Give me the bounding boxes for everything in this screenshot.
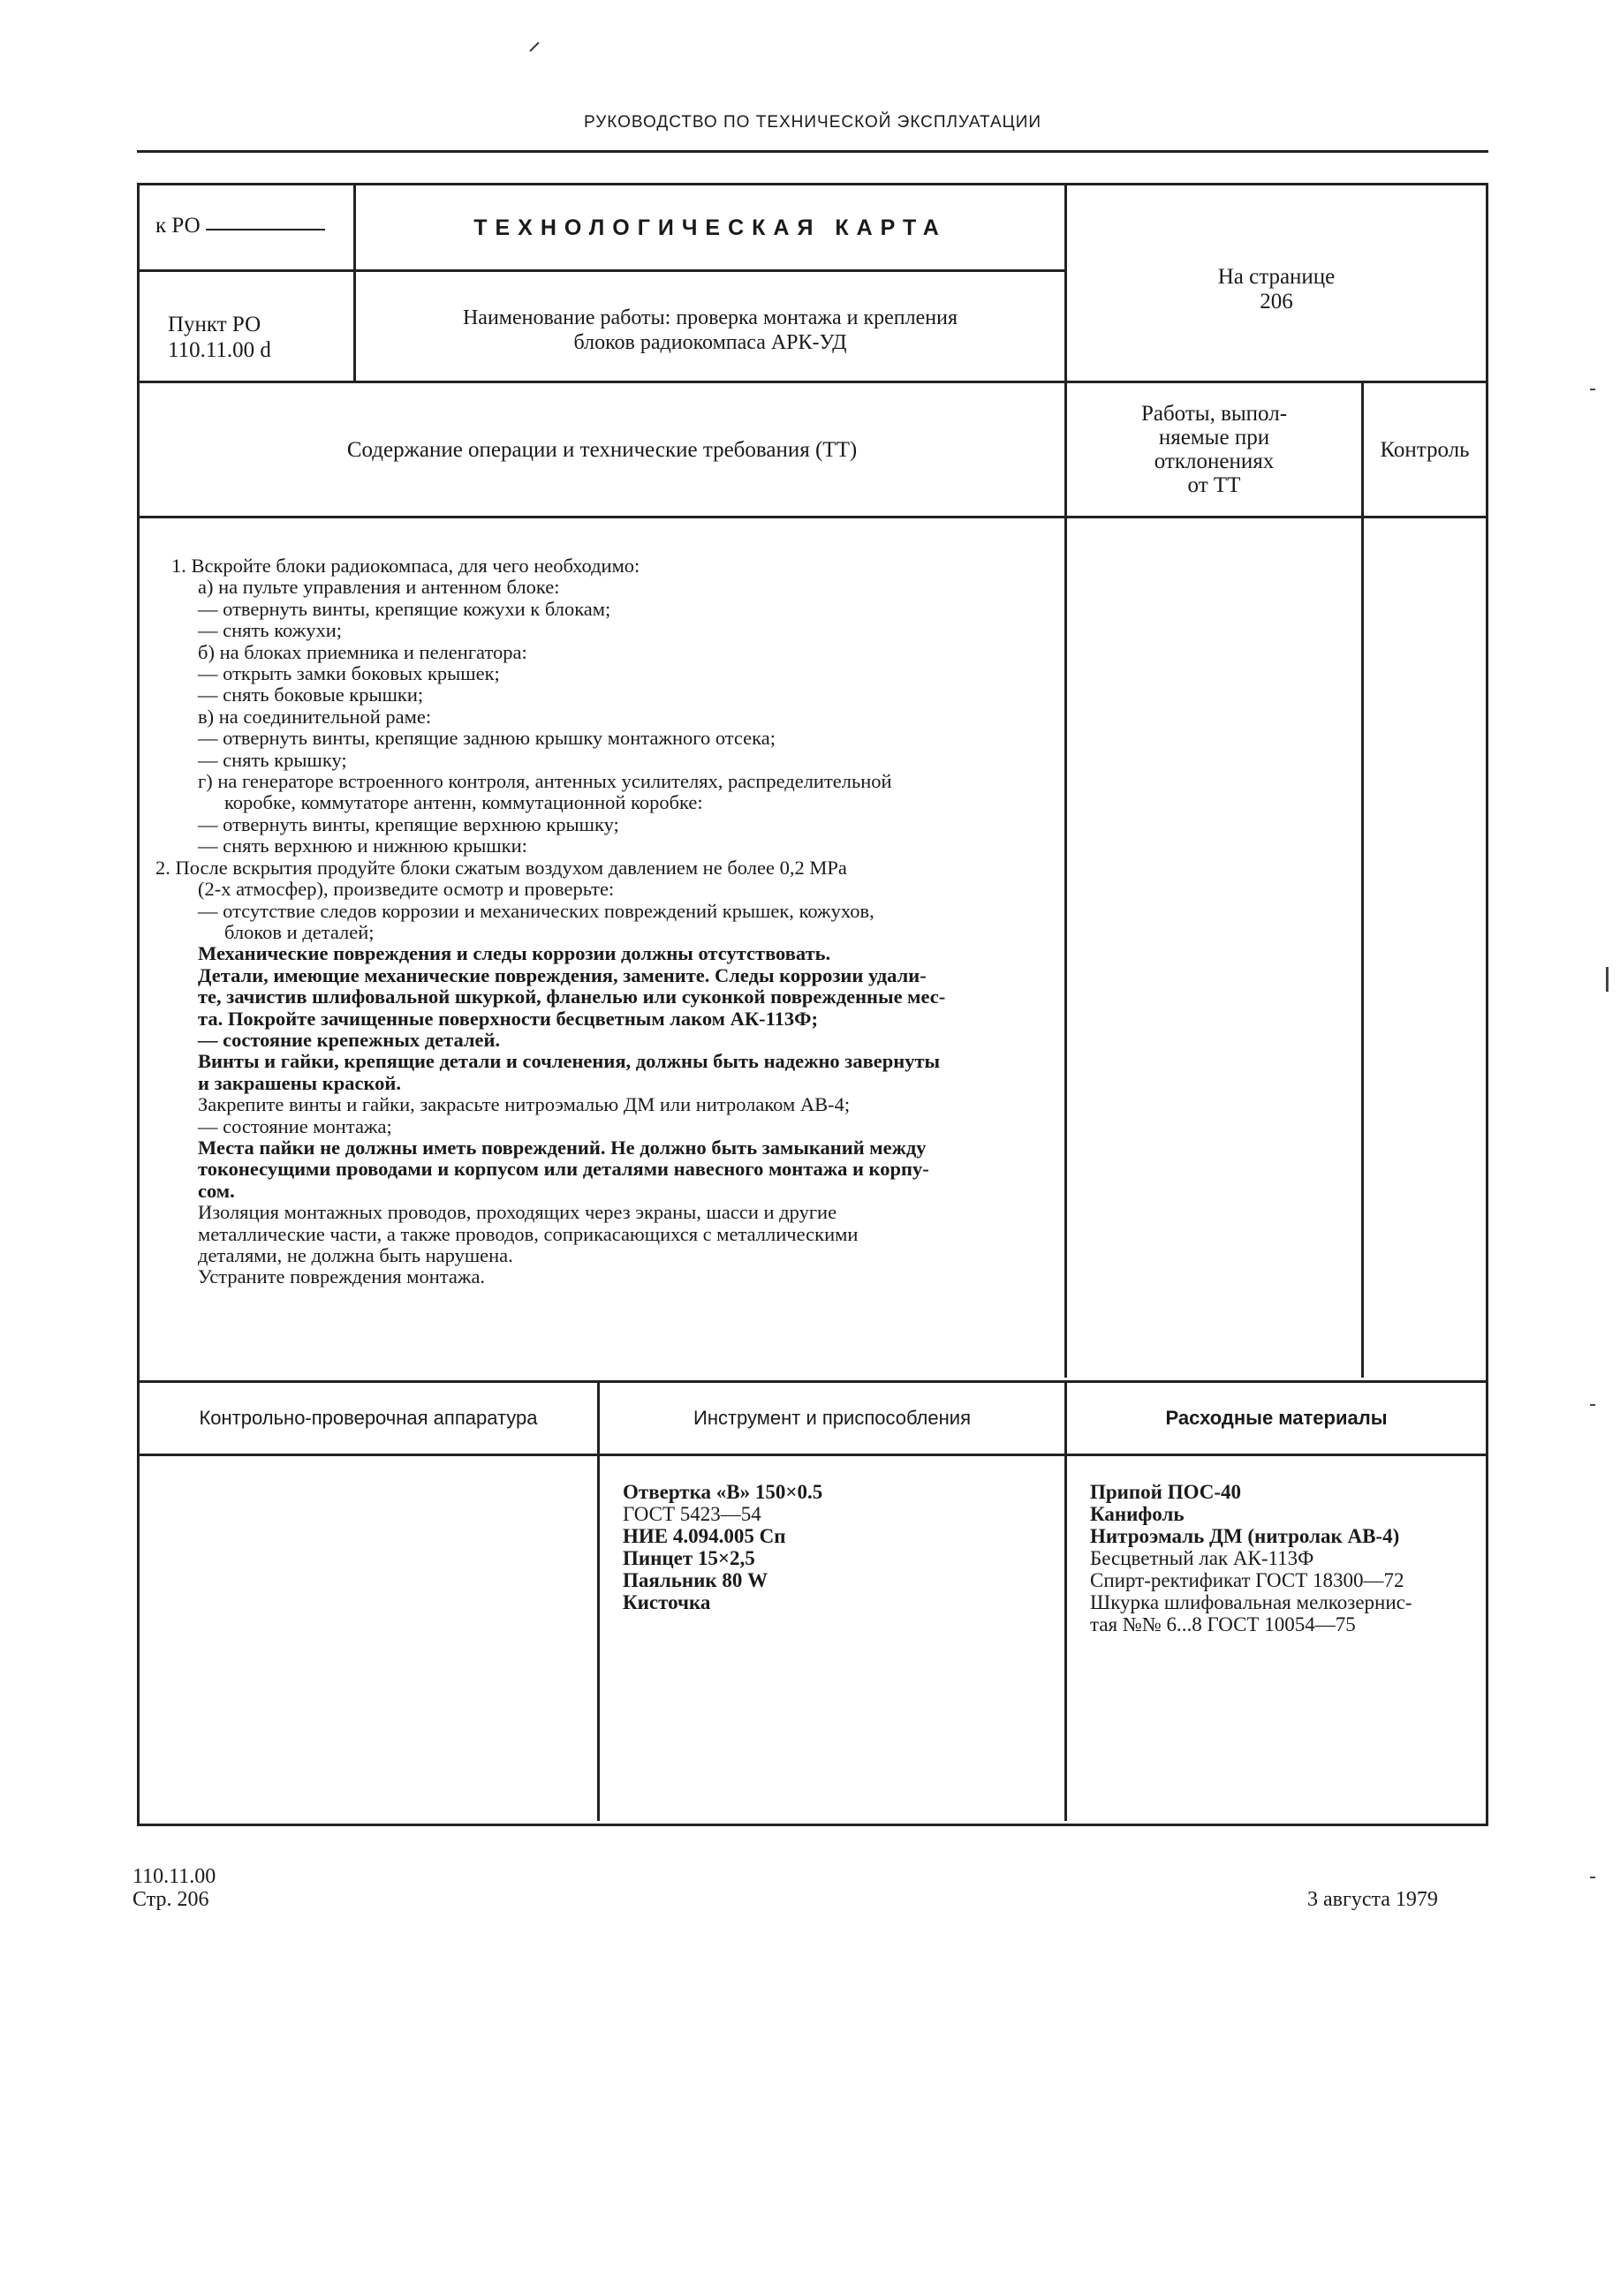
content-line: Изоляция монтажных проводов, проходящих через экраны, шасси и другие: [198, 1201, 837, 1224]
card-title: ТЕХНОЛОГИЧЕСКАЯ КАРТА: [353, 185, 1064, 269]
content-line: и закрашены краской.: [198, 1071, 401, 1094]
footer-date: 3 августа 1979: [1307, 1888, 1438, 1911]
materials-header: Расходные материалы: [1064, 1383, 1486, 1454]
deviation-column-header: [1064, 383, 1361, 516]
content-line: в) на соединительной раме:: [198, 705, 432, 728]
content-line: Механические повреждения и следы коррозии должны отсутствовать.: [198, 942, 831, 965]
content-line: деталями, не должна быть нарушена.: [198, 1244, 513, 1266]
scan-speck: [1590, 389, 1595, 390]
equipment-list: [140, 1454, 597, 1821]
deviation-header-line: от ТТ: [1187, 473, 1241, 497]
content-line: г) на генераторе встроенного контроля, антенных усилителях, распределительной: [198, 770, 892, 793]
k-ro-blank: [206, 229, 325, 230]
header-rule: [137, 150, 1488, 153]
equipment-header: Контрольно-проверочная аппаратура: [199, 1407, 538, 1429]
card-header-block: [137, 183, 1488, 383]
tool-item: Пинцет 15×2,5: [623, 1547, 755, 1569]
content-line: — отвернуть винты, крепящие кожухи к блокам;: [198, 597, 611, 620]
work-name-cell: [353, 269, 1064, 381]
content-line: 1. Вскройте блоки радиокомпаса, для чего необходимо:: [171, 555, 640, 577]
k-ro-label: к РО: [155, 214, 201, 238]
punkt-label: Пункт РО: [168, 313, 261, 336]
footer-section-ref: [132, 1865, 216, 1911]
scan-speck: [1590, 1877, 1595, 1878]
content-line: — снять верхнюю и нижнюю крышки:: [198, 835, 527, 857]
content-line: коробке, коммутаторе антенн, коммутационной коробке:: [224, 791, 703, 814]
punkt-cell: [140, 269, 353, 381]
content-line: — отвернуть винты, крепящие заднюю крышку монтажного отсека;: [198, 727, 776, 750]
work-name-line: Наименование работы: проверка монтажа и крепления: [462, 306, 958, 329]
manual-title: РУКОВОДСТВО ПО ТЕХНИЧЕСКОЙ ЭКСПЛУАТАЦИИ: [583, 113, 1042, 132]
content-line: Закрепите винты и гайки, закрасьте нитроэмалью ДМ или нитролаком АВ-4;: [198, 1093, 851, 1116]
scan-speck: [1590, 1404, 1595, 1406]
tools-header: Инструмент и приспособления: [597, 1383, 1064, 1454]
content-line: Устраните повреждения монтажа.: [198, 1265, 486, 1288]
material-item: Нитроэмаль ДМ (нитролак АВ-4): [1090, 1525, 1400, 1547]
content-line: Места пайки не должны иметь повреждений. Не должно быть замыканий между: [198, 1136, 927, 1159]
content-line: сом.: [198, 1179, 235, 1202]
content-line: б) на блоках приемника и пеленгатора:: [198, 640, 527, 663]
content-line: та. Покройте зачищенные поверхности бесцветным лаком АК-113Ф;: [198, 1007, 818, 1030]
content-line: 2. После вскрытия продуйте блоки сжатым воздухом давлением не более 0,2 MPa: [155, 856, 847, 879]
content-line: — снять кожухи;: [198, 619, 343, 642]
tool-item: НИЕ 4.094.005 Сп: [623, 1525, 786, 1547]
content-line: — отвернуть винты, крепящие верхнюю крышку;: [198, 812, 619, 835]
content-line: Детали, имеющие механические повреждения, замените. Следы коррозии удали-: [198, 963, 927, 986]
content-line: токонесущими проводами и корпусом или деталями навесного монтажа и корпу-: [198, 1158, 929, 1181]
tool-item: Отвертка «В» 150×0.5: [623, 1481, 823, 1503]
tool-item: Кисточка: [623, 1591, 711, 1613]
content-line: — снять боковые крышки;: [198, 684, 424, 706]
control-body: [1361, 516, 1486, 1378]
pen-mark: [529, 42, 539, 51]
content-body: [140, 516, 1064, 1378]
content-line: — отсутствие следов коррозии и механических повреждений крышек, кожухов,: [198, 899, 874, 922]
material-item: Спирт-ректификат ГОСТ 18300—72: [1090, 1569, 1404, 1591]
page-number: 206: [1260, 290, 1293, 313]
tools-list: [597, 1454, 1064, 1821]
operations-block: [137, 383, 1488, 1383]
control-column-header: Контроль: [1361, 383, 1486, 516]
punkt-number: 110.11.00 d: [168, 338, 271, 362]
footer-page: Стр. 206: [132, 1888, 209, 1911]
k-ro-cell: [140, 185, 353, 269]
resources-block: [137, 1383, 1488, 1826]
content-line: металлические части, а также проводов, соприкасающихся с металлическими: [198, 1222, 859, 1245]
content-line: — снять крышку;: [198, 748, 347, 771]
content-line: (2-х атмосфер), произведите осмотр и проверьте:: [198, 878, 615, 901]
deviation-header-line: няемые при: [1158, 426, 1270, 449]
content-line: блоков и деталей;: [224, 920, 375, 943]
content-line: — состояние монтажа;: [198, 1114, 392, 1137]
footer-section: 110.11.00: [132, 1865, 216, 1888]
work-name-line: блоков радиокомпаса АРК-УД: [573, 331, 847, 354]
deviation-header-line: отклонениях: [1154, 449, 1275, 473]
deviation-header-line: Работы, выпол-: [1140, 402, 1288, 426]
content-line: — состояние крепежных деталей.: [198, 1028, 501, 1051]
content-line: а) на пульте управления и антенном блоке:: [198, 576, 560, 599]
page-cell: [1064, 185, 1486, 381]
content-column-header: Содержание операции и технические требования (ТТ): [346, 437, 858, 462]
page-label: На странице: [1217, 265, 1336, 289]
deviation-body: [1064, 516, 1361, 1378]
scan-speck: [1606, 967, 1609, 992]
material-item: Припой ПОС-40: [1090, 1481, 1242, 1503]
material-item: Бесцветный лак АК-113Ф: [1090, 1547, 1314, 1569]
tool-item: ГОСТ 5423—54: [623, 1503, 761, 1525]
tool-item: Паяльник 80 W: [623, 1569, 768, 1591]
material-item: Канифоль: [1090, 1503, 1185, 1525]
materials-list: [1064, 1454, 1486, 1821]
content-line: те, зачистив шлифовальной шкуркой, фланелью или суконкой поврежденные мес-: [198, 986, 946, 1008]
content-line: — открыть замки боковых крышек;: [198, 662, 500, 685]
material-item: тая №№ 6...8 ГОСТ 10054—75: [1090, 1613, 1356, 1635]
material-item: Шкурка шлифовальная мелкозернис-: [1090, 1591, 1412, 1613]
content-line: Винты и гайки, крепящие детали и сочленения, должны быть надежно завернуты: [198, 1050, 941, 1073]
